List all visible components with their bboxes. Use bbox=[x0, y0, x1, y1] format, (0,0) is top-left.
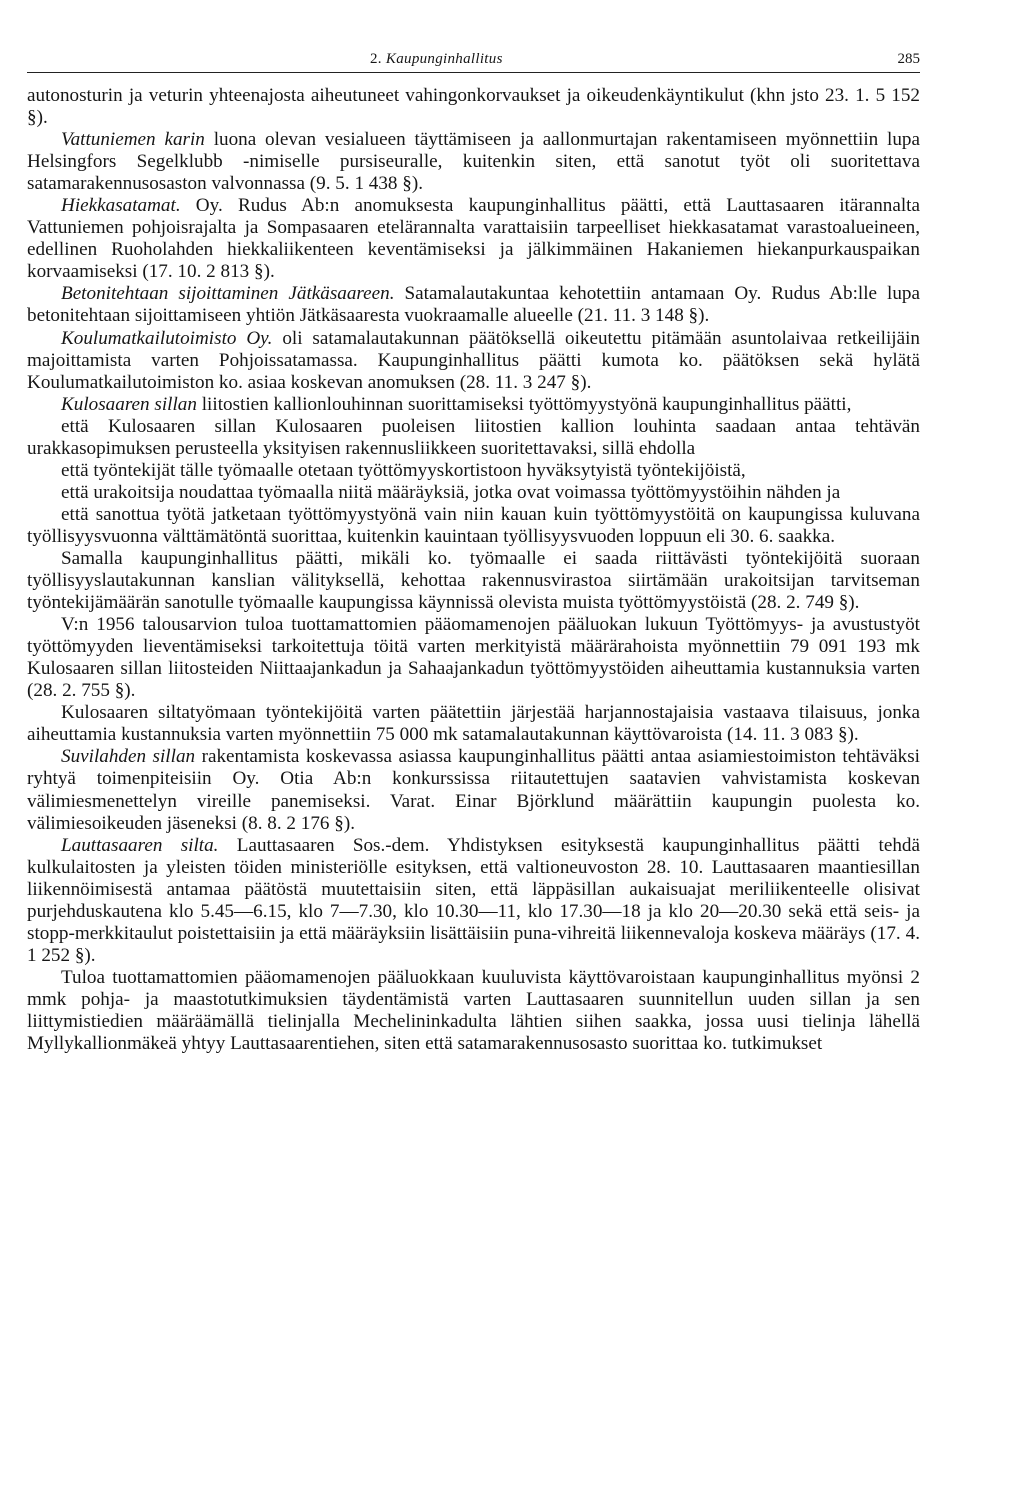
paragraph-text: Satamalautakuntaa kehotettiin antamaan Oy. Rudus Ab:lle lupa betonitehtaan sijoittamiseen yhtiön Jätkäsaaresta vuokraamalle alueelle (21. 11. 3 148 §). bbox=[27, 283, 920, 327]
paragraph-text: että työntekijät tälle työmaalle otetaan työttömyyskortistoon hyväksytyistä työntekijöistä, bbox=[61, 459, 746, 481]
page-number: 285 bbox=[897, 51, 920, 67]
section-number: 2. bbox=[370, 51, 382, 67]
paragraph-lead: Hiekkasatamat. bbox=[61, 195, 181, 217]
paragraph-lead: Betonitehtaan sijoittaminen Jätkäsaareen. bbox=[61, 283, 395, 305]
paragraph-continued bbox=[27, 85, 920, 129]
paragraph-betonitehdas bbox=[27, 283, 920, 327]
paragraph-text: autonosturin ja veturin yhteenajosta aiheutuneet vahingonkorvaukset ja oikeudenkäyntikulut (khn jsto 23. 1. 5 152 §). bbox=[27, 85, 920, 129]
paragraph-lead: Lauttasaaren silta. bbox=[61, 834, 219, 856]
paragraph-text: Kulosaaren siltatyömaan työntekijöitä varten päätettiin järjestää harjannostajaisia vastaava tilaisuus, jonka aiheuttamia kustannuksia varten myönnettiin 75 000 mk satamalautakunnan käyttövaroista (14. 11. 3 083 §). bbox=[27, 702, 920, 746]
document-page bbox=[27, 42, 920, 1055]
paragraph-clause-4 bbox=[27, 504, 920, 548]
paragraph-lead: Vattuniemen karin bbox=[61, 129, 205, 151]
paragraph-text: Oy. Rudus Ab:n anomuksesta kaupunginhallitus päätti, että Lauttasaaren itärannalta Vattuniemen pohjoisrajalta ja Sompasaaren etelärannalta varattaisiin tarpeelliset hiekkasatamat varastoalueineen, edellinen Ruoholahden hiekkaliikenteen keventämiseksi ja jälkimmäinen Hakaniemen hiekanpurkauspaikan korvaamiseksi (17. 10. 2 813 §). bbox=[27, 195, 920, 283]
paragraph-text: luona olevan vesialueen täyttämiseen ja aallonmurtajan rakentamiseen myönnettiin lupa Helsingfors Segelklubb -nimiselle pursiseuralle, kuitenkin siten, että sanotut työt oli suoritettava satamarakennusosaston valvonnassa (9. 5. 1 438 §). bbox=[27, 129, 920, 195]
paragraph-text: että sanottua työtä jatketaan työttömyystyönä vain niin kauan kuin työttömyystöitä on kaupungissa kuluvana työllisyysvuonna välttämätöntä suorittaa, kuitenkin kauintaan työllisyysvuoden loppuun eli 30. 6. saakka. bbox=[27, 503, 920, 547]
paragraph-clause-1 bbox=[27, 416, 920, 460]
body-text bbox=[27, 85, 920, 1055]
paragraph-vattuniemen-kari bbox=[27, 129, 920, 195]
section-title: Kaupunginhallitus bbox=[385, 51, 503, 67]
paragraph-suvilahden-silta bbox=[27, 746, 920, 834]
paragraph-clause-2 bbox=[27, 460, 920, 482]
paragraph-text: että urakoitsija noudattaa työmaalla niitä määräyksiä, jotka ovat voimassa työttömyystöihin nähden ja bbox=[61, 481, 841, 503]
paragraph-text: Samalla kaupunginhallitus päätti, mikäli ko. työmaalle ei saada riittävästi työntekijöitä suoraan työllisyyslautakunnan kanslian välityksellä, kehottaa rakennusvirastoa siirtämään urakoitsijan tarvitseman työntekijämäärän sanotulle työmaalle kaupungissa käynnissä olevista muista työttömyystöistä (28. 2. 749 §). bbox=[27, 547, 920, 614]
paragraph-lauttasaaren-silta bbox=[27, 835, 920, 967]
paragraph-lead: Koulumatkailutoimisto Oy. bbox=[61, 327, 273, 349]
paragraph-samalla bbox=[27, 548, 920, 614]
section-heading bbox=[370, 51, 503, 68]
running-header bbox=[27, 42, 920, 73]
paragraph-text: rakentamista koskevassa asiassa kaupunginhallitus päätti antaa asiamiestoimiston tehtäväksi ryhtyä toimenpiteisiin Oy. Otia Ab:n konkurssissa riitautettujen saatavien vahvistamista koskevan välimiesmenettelyn vireille panemiseksi. Varat. Einar Björklund määrättiin kaupungin puolesta ko. välimiesoikeuden jäseneksi (8. 8. 2 176 §). bbox=[27, 746, 920, 834]
paragraph-text: Tuloa tuottamattomien pääomamenojen pääluokkaan kuuluvista käyttövaroistaan kaupunginhallitus myönsi 2 mmk pohja- ja maastotutkimuksien täydentämistä varten Lauttasaaren suunnitellun uuden sillan ja sen liittymistiedien määräämällä tielinjalla Mechelininkadulta lähtien siihen saakka, jossa uusi tielinja lähellä Myllykallionmäkeä yhtyy Lauttasaarentiehen, siten että satamarakennusosasto suorittaa ko. tutkimukset bbox=[27, 966, 920, 1055]
paragraph-kulosaaren-silta bbox=[27, 394, 920, 416]
paragraph-tutkimukset bbox=[27, 967, 920, 1055]
paragraph-koulumatkailutoimisto bbox=[27, 328, 920, 394]
paragraph-harjannostajaiset bbox=[27, 702, 920, 746]
paragraph-lead: Suvilahden sillan bbox=[61, 746, 196, 768]
paragraph-clause-3 bbox=[27, 482, 920, 504]
paragraph-text: liitostien kallionlouhinnan suorittamiseksi työttömyystyönä kaupunginhallitus päätti, bbox=[196, 393, 852, 415]
paragraph-talousarvio bbox=[27, 614, 920, 702]
paragraph-text: V:n 1956 talousarvion tuloa tuottamattomien pääomamenojen pääluokan lukuun Työttömyys- ja avustustyöt työttömyyden lieventämiseksi tarkoitettuja töitä varten merkityistä määrärahoista myönnettiin 79 091 193 mk Kulosaaren sillan liitosteiden Niittaajankadun ja Sahaajankadun työttömyystöiden aiheuttamia kustannuksia varten (28. 2. 755 §). bbox=[27, 614, 920, 702]
paragraph-lead: Kulosaaren sillan bbox=[61, 393, 197, 415]
paragraph-hiekkasatamat bbox=[27, 195, 920, 283]
paragraph-text: oli satamalautakunnan päätöksellä oikeutettu pitämään asuntolaivaa retkeilijäin majoittamista varten Pohjoissatamassa. Kaupunginhallitus päätti kumota ko. päätöksen sekä hylätä Koulumatkailutoimiston ko. asiaa koskevan anomuksen (28. 11. 3 247 §). bbox=[27, 327, 920, 393]
paragraph-text: Lauttasaaren Sos.-dem. Yhdistyksen esityksestä kaupunginhallitus päätti tehdä kulkulaitosten ja yleisten töiden ministeriölle esityksen, että valtioneuvoston 28. 10. Lauttasaaren maantiesillan liikennöimisestä antamaa päätöstä muutettaisiin siten, että läppäsillan aukaisuajat meriliikenteelle olisivat purjehduskautena klo 5.45—6.15, klo 7—7.30, klo 10.30—11, klo 17.30—18 ja klo 20—20.30 sekä että seis- ja stopp-merkkitaulut poistettaisiin ja että määräyksiin lisättäisiin puna-vihreitä liikennevaloja koskeva määräys (17. 4. 1 252 §). bbox=[27, 834, 920, 966]
paragraph-text: että Kulosaaren sillan Kulosaaren puoleisen liitostien kallion louhinta saadaan antaa tehtävän urakkasopimuksen perusteella yksityisen rakennusliikkeen suoritettavaksi, sillä ehdolla bbox=[27, 415, 920, 459]
